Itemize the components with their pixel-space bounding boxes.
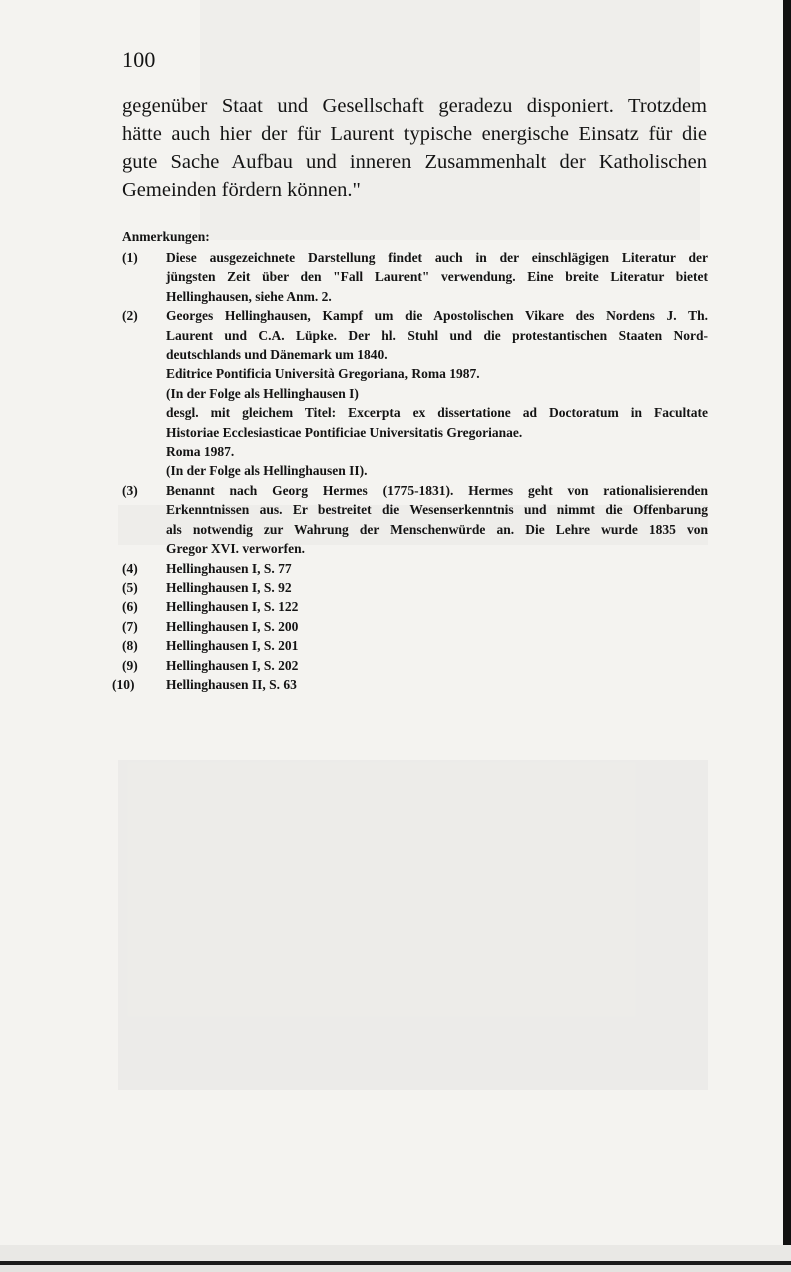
note-text bbox=[166, 617, 708, 636]
note-line: Gregor XVI. verworfen. bbox=[166, 541, 305, 557]
note-number: (8) bbox=[122, 638, 138, 654]
note-line: Hellinghausen I, S. 202 bbox=[166, 657, 299, 673]
note-text bbox=[166, 656, 708, 675]
note-item bbox=[122, 597, 708, 616]
note-number: (5) bbox=[122, 579, 138, 595]
note-line: Hellinghausen I, S. 77 bbox=[166, 560, 292, 576]
note-line: Erkenntnissen aus. Er bestreitet die Wesenserkenntnis und nimmt die Offenbarung bbox=[166, 502, 708, 518]
note-text bbox=[166, 578, 708, 597]
note-line: Benannt nach Georg Hermes (1775-1831). Hermes geht von rationalisierenden bbox=[166, 482, 708, 498]
note-item bbox=[122, 578, 708, 597]
note-number: (3) bbox=[122, 482, 138, 498]
body-line: gute Sache Aufbau und inneren Zusammenhalt der Katholischen bbox=[122, 151, 707, 173]
note-line: Hellinghausen I, S. 122 bbox=[166, 599, 299, 615]
notes-list bbox=[112, 248, 708, 694]
notes-heading: Anmerkungen: bbox=[122, 229, 210, 244]
body-line: hätte auch hier der für Laurent typische energische Einsatz für die bbox=[122, 123, 707, 145]
note-line: Hellinghausen, siehe Anm. 2. bbox=[166, 288, 332, 304]
note-item bbox=[122, 636, 708, 655]
note-text bbox=[166, 248, 708, 306]
note-text bbox=[166, 597, 708, 616]
note-item bbox=[112, 675, 708, 694]
note-line: jüngsten Zeit über den "Fall Laurent" verwendung. Eine breite Literatur bietet bbox=[166, 269, 708, 285]
body-paragraph bbox=[122, 92, 707, 204]
note-number: (9) bbox=[122, 657, 138, 673]
note-item bbox=[122, 656, 708, 675]
note-line: als notwendig zur Wahrung der Menschenwürde an. Die Lehre wurde 1835 von bbox=[166, 521, 708, 537]
note-number: (4) bbox=[122, 560, 138, 576]
note-line: Georges Hellinghausen, Kampf um die Apostolischen Vikare des Nordens J. Th. bbox=[166, 308, 708, 324]
note-item bbox=[122, 559, 708, 578]
note-text bbox=[166, 481, 708, 559]
note-number: (1) bbox=[122, 250, 138, 265]
page-edge-bottom bbox=[0, 1245, 791, 1272]
note-line: Editrice Pontificia Università Gregoriana, Roma 1987. bbox=[166, 366, 480, 382]
body-line: gegenüber Staat und Gesellschaft geradezu disponiert. Trotzdem bbox=[122, 95, 707, 117]
note-line: Historiae Ecclesiasticae Pontificiae Universitatis Gregorianae. bbox=[166, 424, 523, 440]
note-item bbox=[122, 617, 708, 636]
note-text bbox=[166, 636, 708, 655]
note-text bbox=[166, 306, 708, 481]
note-line: Hellinghausen I, S. 92 bbox=[166, 579, 292, 595]
note-line: deutschlands und Dänemark um 1840. bbox=[166, 347, 388, 363]
note-line: desgl. mit gleichem Titel: Excerpta ex dissertatione ad Doctoratum in Facultate bbox=[166, 405, 708, 421]
bleed-through-bottom bbox=[118, 760, 708, 1090]
note-line: Diese ausgezeichnete Darstellung findet auch in der einschlägigen Literatur der bbox=[166, 250, 708, 265]
note-text bbox=[166, 675, 708, 694]
note-line: Laurent und C.A. Lüpke. Der hl. Stuhl und die protestantischen Staaten Nord- bbox=[166, 327, 708, 343]
body-line: Gemeinden fördern können." bbox=[122, 179, 361, 201]
note-number: (7) bbox=[122, 618, 138, 634]
note-line: Roma 1987. bbox=[166, 444, 235, 460]
note-number: (10) bbox=[112, 676, 135, 692]
note-line: (In der Folge als Hellinghausen I) bbox=[166, 385, 359, 401]
note-item bbox=[122, 248, 708, 306]
note-item bbox=[122, 481, 708, 559]
page-edge-right bbox=[783, 0, 791, 1245]
note-line: (In der Folge als Hellinghausen II). bbox=[166, 463, 368, 479]
note-item bbox=[122, 306, 708, 481]
note-text bbox=[166, 559, 708, 578]
page-number: 100 bbox=[122, 47, 156, 72]
note-line: Hellinghausen I, S. 201 bbox=[166, 638, 299, 654]
note-number: (2) bbox=[122, 308, 138, 324]
note-line: Hellinghausen I, S. 200 bbox=[166, 618, 299, 634]
note-line: Hellinghausen II, S. 63 bbox=[166, 676, 297, 692]
note-number: (6) bbox=[122, 599, 138, 615]
